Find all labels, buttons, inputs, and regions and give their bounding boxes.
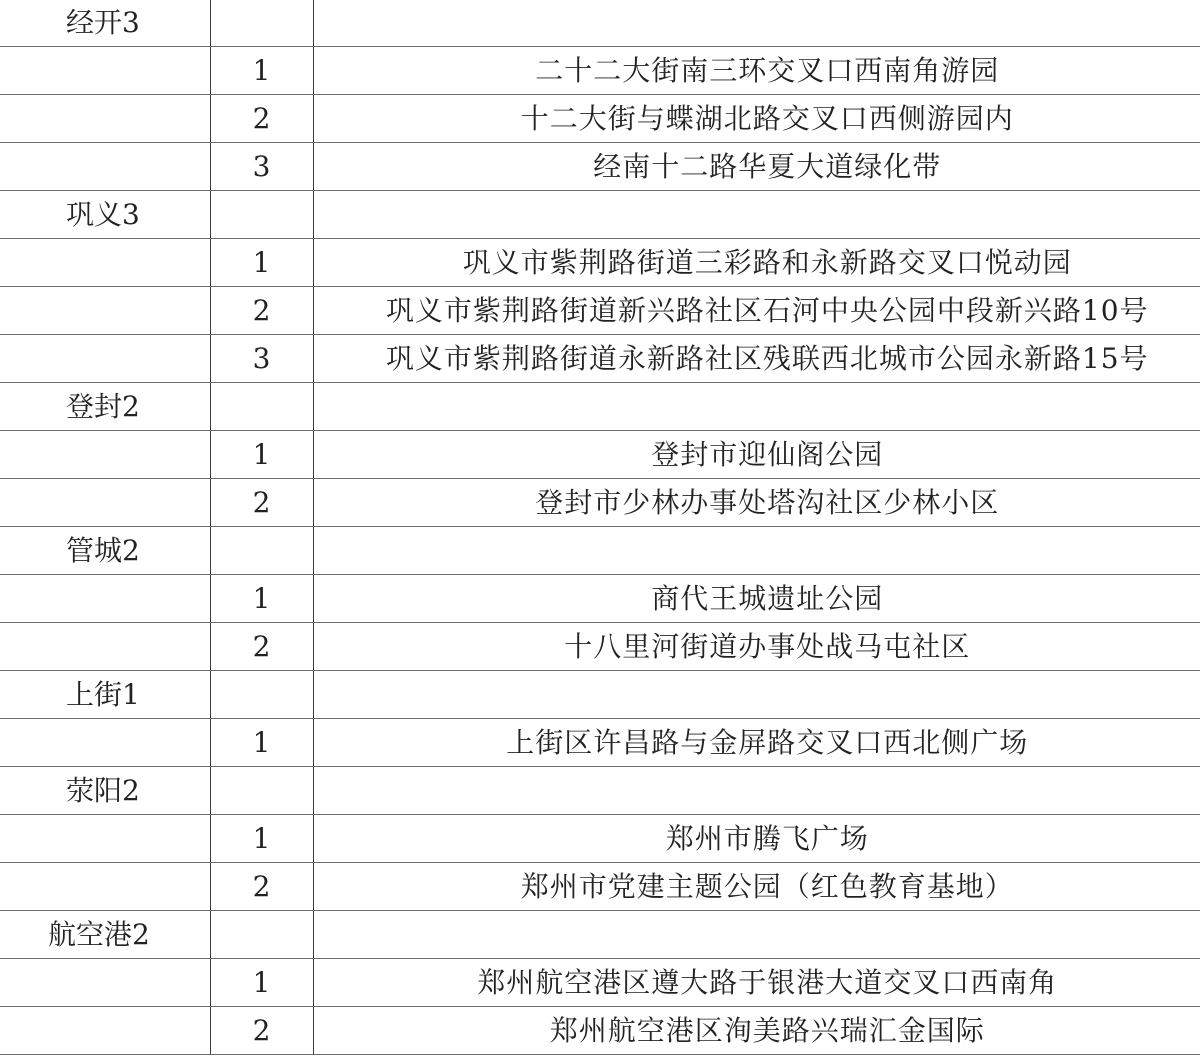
table-row [0, 863, 1200, 911]
index-cell: 2 [210, 287, 313, 335]
district-cell [0, 863, 210, 911]
address-cell [313, 767, 1200, 815]
index-cell: 1 [210, 959, 313, 1007]
address-cell [313, 383, 1200, 431]
index-cell [210, 767, 313, 815]
address-cell: 郑州市党建主题公园（红色教育基地） [313, 863, 1200, 911]
district-cell [0, 239, 210, 287]
table-row [0, 959, 1200, 1007]
address-cell: 二十二大街南三环交叉口西南角游园 [313, 47, 1200, 95]
table-row [0, 143, 1200, 191]
district-cell [0, 431, 210, 479]
table-row [0, 95, 1200, 143]
index-cell: 3 [210, 335, 313, 383]
district-cell [0, 1007, 210, 1055]
address-cell: 十二大街与蝶湖北路交叉口西侧游园内 [313, 95, 1200, 143]
index-cell [210, 383, 313, 431]
index-cell [210, 191, 313, 239]
district-cell: 登封2 [0, 383, 210, 431]
table-row [0, 719, 1200, 767]
index-cell: 1 [210, 431, 313, 479]
index-cell: 1 [210, 719, 313, 767]
district-cell [0, 287, 210, 335]
address-cell [313, 191, 1200, 239]
table-row-district-group [0, 0, 1200, 47]
district-cell: 航空港2 [0, 911, 210, 959]
table-row [0, 575, 1200, 623]
table-row-district-group [0, 527, 1200, 575]
table-row [0, 815, 1200, 863]
index-cell: 3 [210, 143, 313, 191]
table-row-district-group [0, 383, 1200, 431]
index-cell: 2 [210, 623, 313, 671]
district-cell [0, 815, 210, 863]
district-cell [0, 47, 210, 95]
district-cell [0, 959, 210, 1007]
address-cell: 经南十二路华夏大道绿化带 [313, 143, 1200, 191]
index-cell [210, 0, 313, 47]
district-cell [0, 95, 210, 143]
address-cell: 登封市少林办事处塔沟社区少林小区 [313, 479, 1200, 527]
table-row [0, 287, 1200, 335]
address-cell [313, 0, 1200, 47]
address-cell [313, 527, 1200, 575]
district-cell: 荥阳2 [0, 767, 210, 815]
index-cell: 1 [210, 815, 313, 863]
address-cell: 巩义市紫荆路街道新兴路社区石河中央公园中段新兴路10号 [313, 287, 1200, 335]
district-cell [0, 143, 210, 191]
district-cell: 管城2 [0, 527, 210, 575]
district-cell [0, 335, 210, 383]
district-cell [0, 719, 210, 767]
index-cell [210, 911, 313, 959]
district-cell [0, 575, 210, 623]
table-row [0, 47, 1200, 95]
district-cell: 经开3 [0, 0, 210, 47]
address-cell: 巩义市紫荆路街道三彩路和永新路交叉口悦动园 [313, 239, 1200, 287]
table-row [0, 1007, 1200, 1055]
district-cell [0, 623, 210, 671]
table-row-district-group [0, 191, 1200, 239]
table-row [0, 479, 1200, 527]
table-row-district-group [0, 767, 1200, 815]
district-cell [0, 479, 210, 527]
table-row [0, 239, 1200, 287]
index-cell: 2 [210, 479, 313, 527]
table-row [0, 431, 1200, 479]
index-cell: 2 [210, 1007, 313, 1055]
index-cell: 1 [210, 239, 313, 287]
index-cell: 2 [210, 863, 313, 911]
table-row-district-group [0, 911, 1200, 959]
address-cell: 商代王城遗址公园 [313, 575, 1200, 623]
index-cell: 1 [210, 47, 313, 95]
district-cell: 上街1 [0, 671, 210, 719]
address-cell: 登封市迎仙阁公园 [313, 431, 1200, 479]
table-row [0, 335, 1200, 383]
address-cell: 十八里河街道办事处战马屯社区 [313, 623, 1200, 671]
district-cell: 巩义3 [0, 191, 210, 239]
index-cell: 1 [210, 575, 313, 623]
index-cell [210, 671, 313, 719]
address-cell: 巩义市紫荆路街道永新路社区残联西北城市公园永新路15号 [313, 335, 1200, 383]
index-cell: 2 [210, 95, 313, 143]
table-row [0, 623, 1200, 671]
address-cell: 郑州市腾飞广场 [313, 815, 1200, 863]
index-cell [210, 527, 313, 575]
address-cell: 上街区许昌路与金屏路交叉口西北侧广场 [313, 719, 1200, 767]
address-cell: 郑州航空港区洵美路兴瑞汇金国际 [313, 1007, 1200, 1055]
address-cell: 郑州航空港区遵大路于银港大道交叉口西南角 [313, 959, 1200, 1007]
address-cell [313, 911, 1200, 959]
table-row-district-group [0, 671, 1200, 719]
address-cell [313, 671, 1200, 719]
